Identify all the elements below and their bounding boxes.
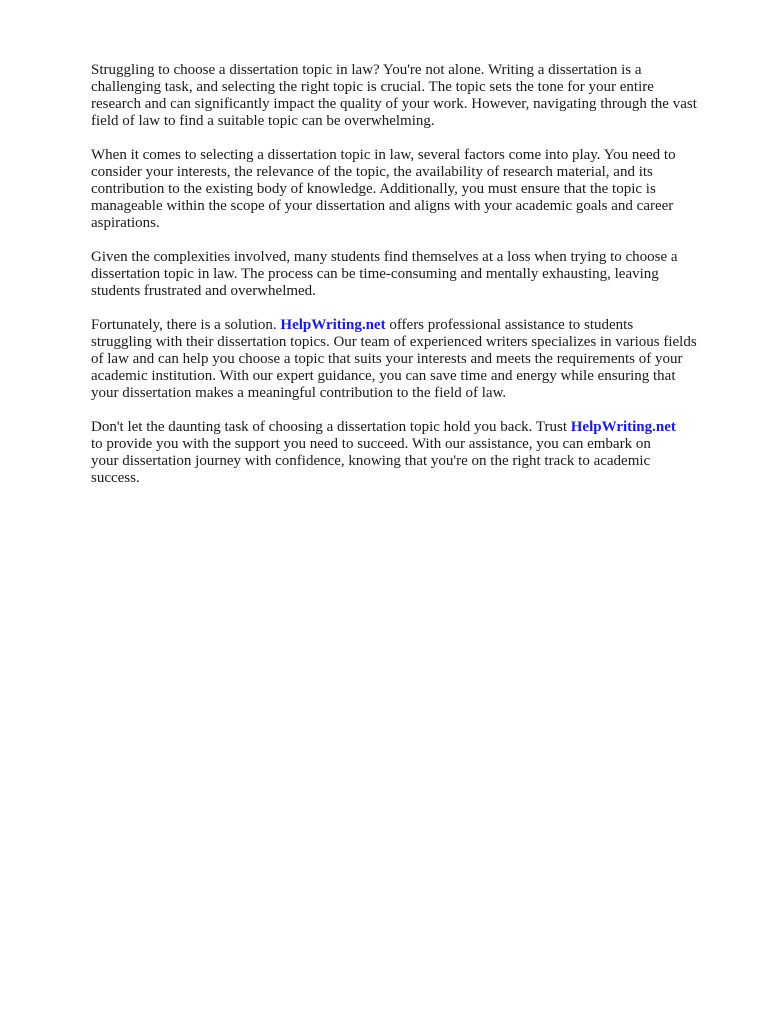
paragraph-closing-rest: to provide you with the support you need to succeed. With our assistance, you can embark on your dissertation journey with confidence, knowing that you're on the right track to academic success. xyxy=(91,436,651,486)
document-body xyxy=(91,62,731,504)
paragraph-solution xyxy=(91,317,731,402)
paragraph-solution-rest: offers professional assistance to students struggling with their dissertation topics. Our team of experienced writers specializes in various fields of law and can help you choose a topic that suits your interests and meets the requirements of your academic institution. With our expert guidance, you can save time and energy while ensuring that your dissertation makes a meaningful contribution to the field of law. xyxy=(91,317,697,401)
paragraph-closing xyxy=(91,419,731,487)
helpwriting-link[interactable]: HelpWriting.net xyxy=(280,317,386,333)
paragraph-intro: Struggling to choose a dissertation topic in law? You're not alone. Writing a dissertation is a challenging task, and selecting the right topic is crucial. The topic sets the tone for your entire research and can significantly impact the quality of your work. However, navigating through the vast field of law to find a suitable topic can be overwhelming. xyxy=(91,62,697,129)
paragraph-complexities: Given the complexities involved, many students find themselves at a loss when trying to choose a dissertation topic in law. The process can be time-consuming and mentally exhausting, leaving students frustrated and overwhelmed. xyxy=(91,249,678,299)
paragraph-solution-lead: Fortunately, there is a solution. xyxy=(91,317,281,333)
paragraph-closing-lead: Don't let the daunting task of choosing a dissertation topic hold you back. Trust xyxy=(91,419,571,435)
helpwriting-link-closing[interactable]: HelpWriting.net xyxy=(570,419,676,435)
paragraph-factors: When it comes to selecting a dissertation topic in law, several factors come into play. You need to consider your interests, the relevance of the topic, the availability of research material, and its contribution to the existing body of knowledge. Additionally, you must ensure that the topic is manageable within the scope of your dissertation and aligns with your academic goals and career aspirations. xyxy=(91,147,676,231)
